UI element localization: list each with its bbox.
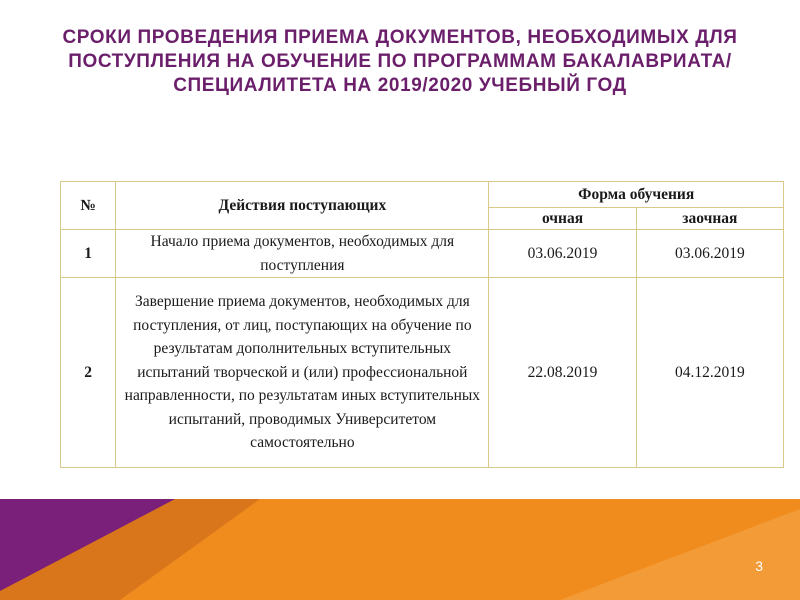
page-number: 3 bbox=[755, 558, 763, 574]
row-action: Начало приема документов, необходимых для поступления bbox=[116, 230, 489, 278]
table-header-row bbox=[61, 182, 784, 208]
admission-schedule-table bbox=[60, 181, 784, 468]
row-full-time-date: 22.08.2019 bbox=[489, 278, 636, 468]
row-num: 1 bbox=[61, 230, 116, 278]
table-row bbox=[61, 278, 784, 468]
row-part-time-date: 03.06.2019 bbox=[636, 230, 783, 278]
header-actions: Действия поступающих bbox=[116, 182, 489, 230]
row-num: 2 bbox=[61, 278, 116, 468]
table-row bbox=[61, 230, 784, 278]
slide-title: СРОКИ ПРОВЕДЕНИЯ ПРИЕМА ДОКУМЕНТОВ, НЕОБХОДИМЫХ ДЛЯ ПОСТУПЛЕНИЯ НА ОБУЧЕНИЕ ПО ПРОГРАММАМ БАКАЛАВРИАТА/СПЕЦИАЛИТЕТА НА 2019/2020 УЧЕБНЫЙ ГОД bbox=[62, 27, 738, 96]
row-action: Завершение приема документов, необходимых для поступления, от лиц, поступающих на обучение по результатам дополнительных вступительных испытаний творческой и (или) профессиональной направленности, по результатам иных вступительных испытаний, проводимых Университетом самостоятельно bbox=[116, 278, 489, 468]
row-full-time-date: 03.06.2019 bbox=[489, 230, 636, 278]
header-study-form: Форма обучения bbox=[489, 182, 784, 208]
row-part-time-date: 04.12.2019 bbox=[636, 278, 783, 468]
footer-decoration bbox=[0, 499, 800, 600]
header-full-time: очная bbox=[489, 208, 636, 230]
header-num: № bbox=[61, 182, 116, 230]
header-part-time: заочная bbox=[636, 208, 783, 230]
